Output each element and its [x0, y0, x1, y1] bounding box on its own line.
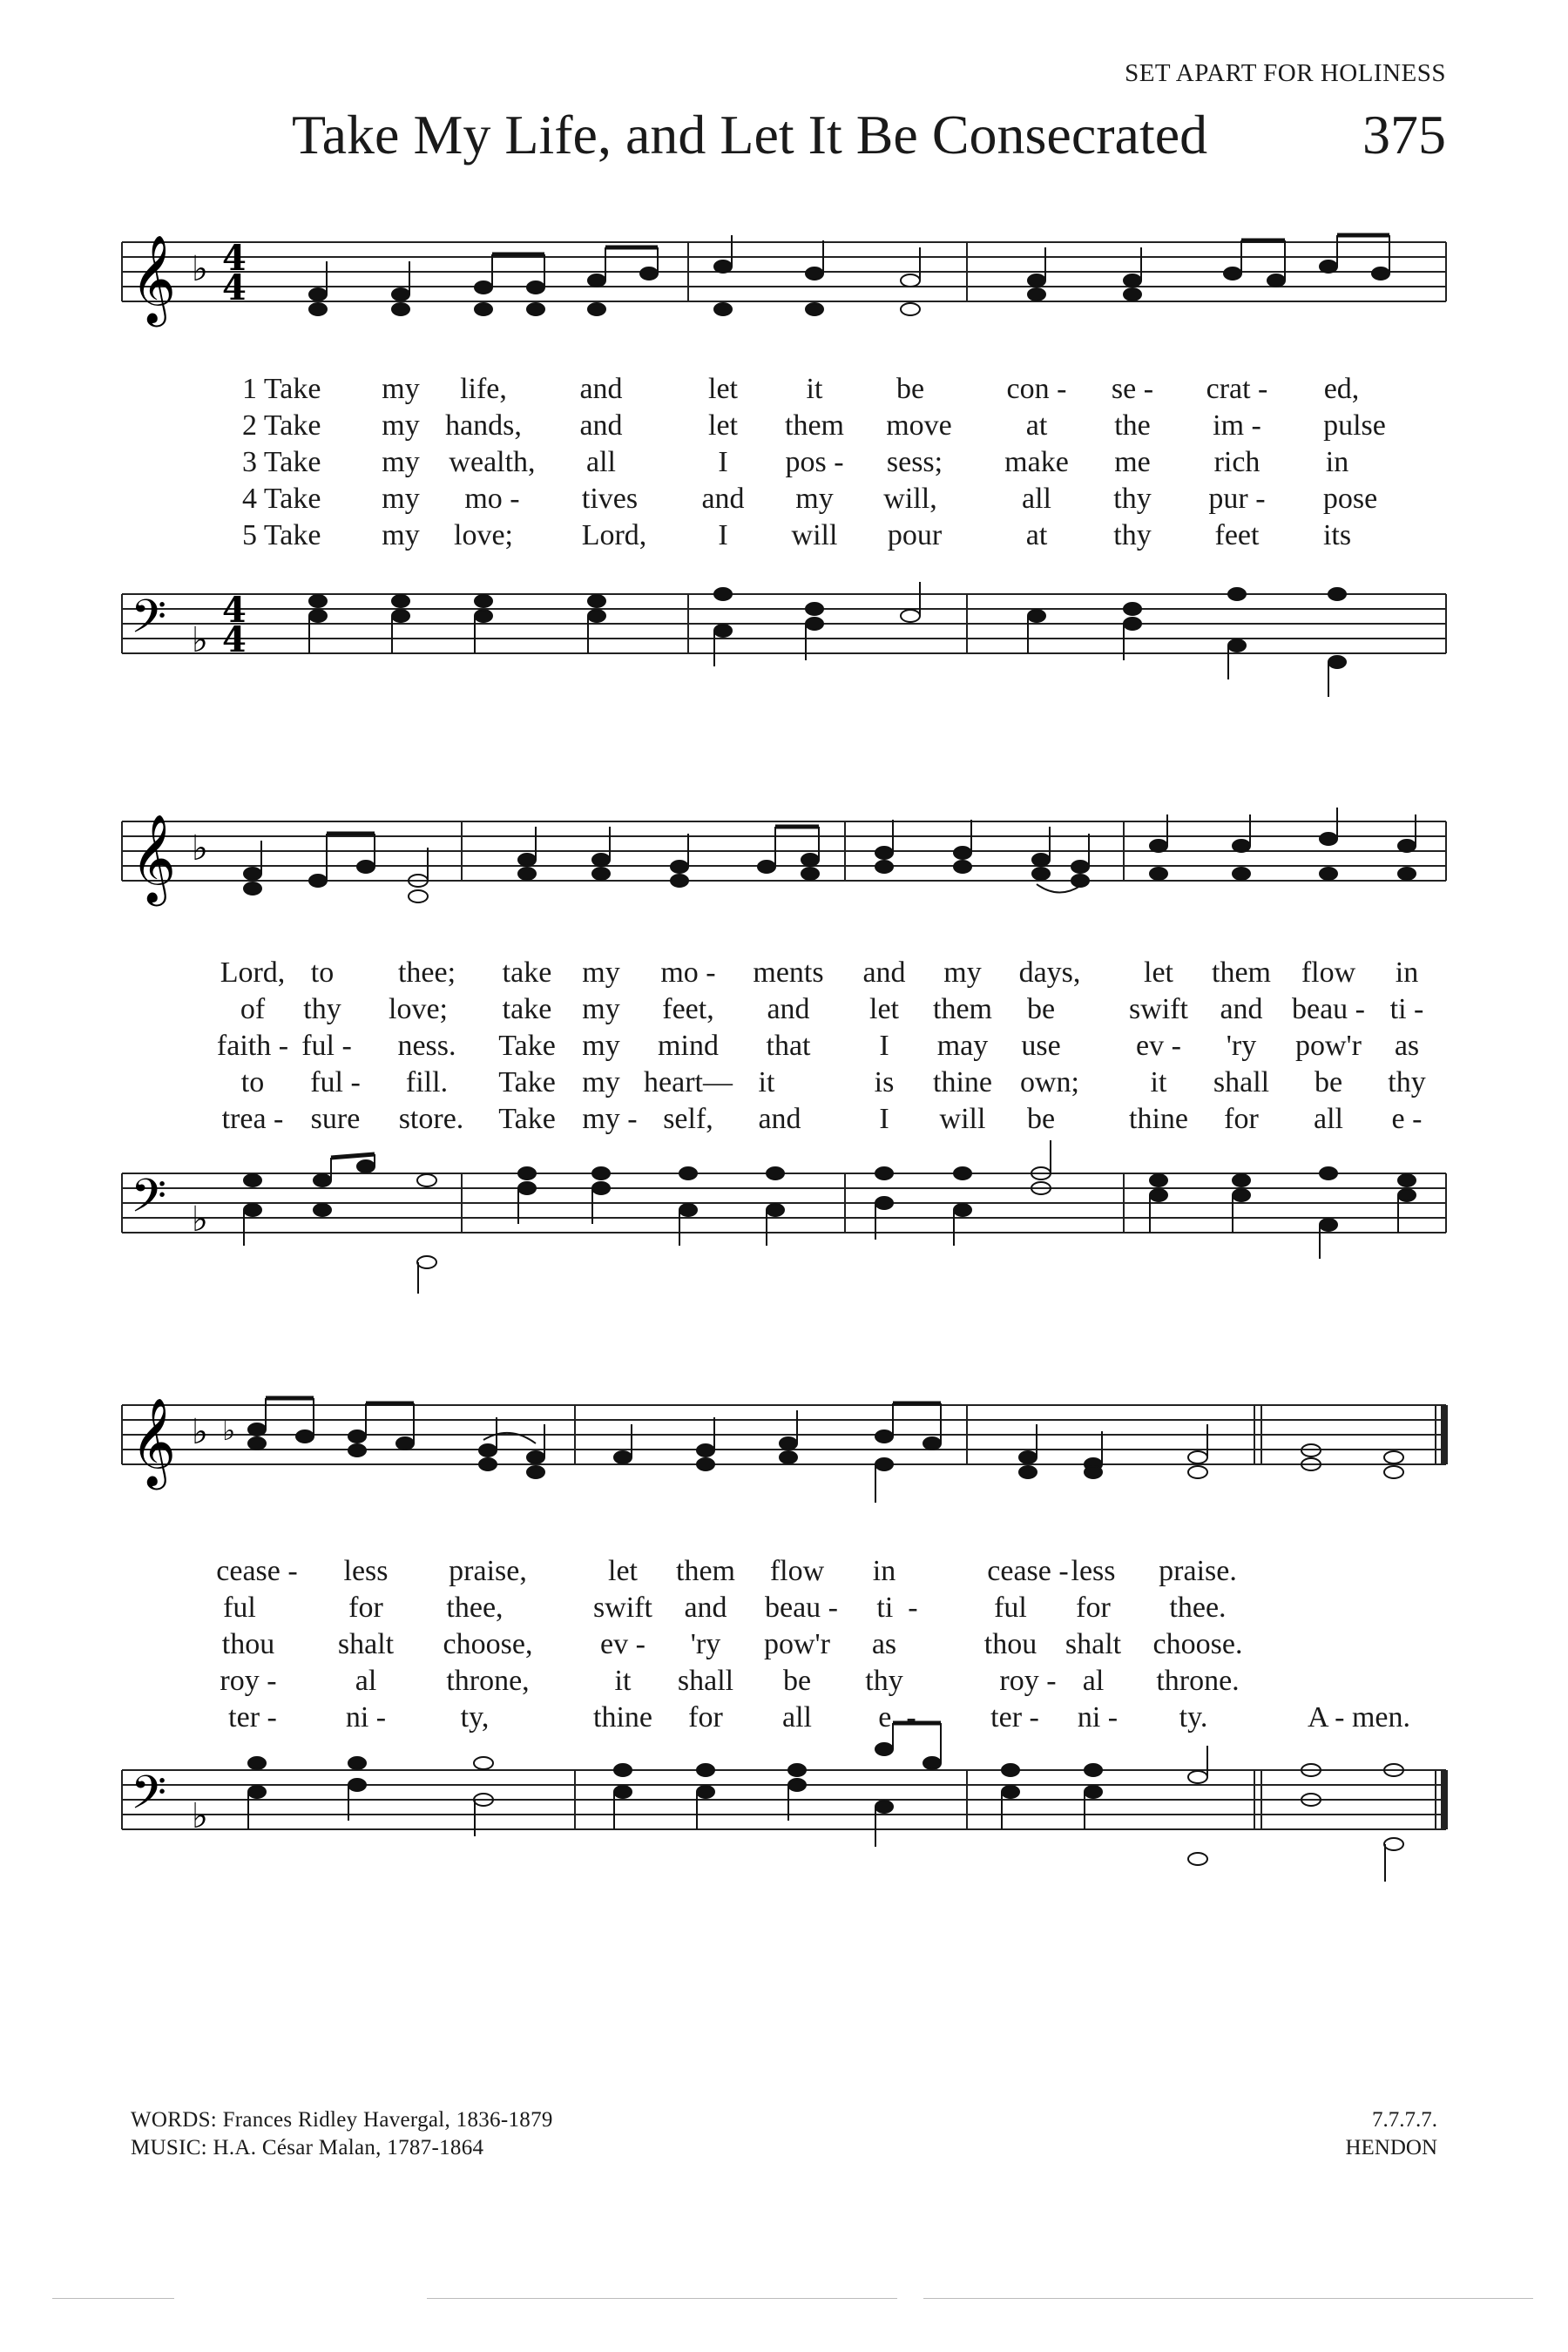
lyric-syllable: pow'r [763, 1628, 831, 1660]
lyric-line [0, 1030, 1568, 1066]
lyric-syllable: thee, [446, 1592, 504, 1624]
lyric-syllable: 2 Take [242, 409, 321, 442]
lyric-syllable: ful - [301, 1030, 352, 1062]
lyric-syllable: will [939, 1103, 986, 1135]
lyric-syllable: choose. [1152, 1628, 1243, 1660]
tune-info [1345, 2106, 1437, 2162]
lyric-syllable: them [676, 1555, 735, 1587]
treble-staff-system-2 [0, 814, 1568, 954]
treble-staff-system-3 [0, 1398, 1568, 1538]
lyric-syllable: 3 Take [242, 446, 321, 478]
bass-staff-system-2 [0, 1154, 1568, 1294]
lyric-syllable: thou [221, 1628, 275, 1660]
lyric-syllable: to [240, 1066, 265, 1098]
lyric-syllable: A - men. [1307, 1701, 1411, 1734]
lyric-syllable: Take [498, 1103, 556, 1135]
lyric-syllable: all [1022, 483, 1051, 515]
lyric-syllable: all [586, 446, 616, 478]
lyric-syllable: im - [1213, 409, 1261, 442]
lyric-syllable: ness. [397, 1030, 456, 1062]
lyric-syllable: praise, [449, 1555, 527, 1587]
lyric-syllable: in [1325, 446, 1349, 478]
lyric-syllable: tives [581, 483, 639, 515]
lyric-syllable: 'ry [690, 1628, 721, 1660]
lyric-syllable: pose [1322, 483, 1378, 515]
svg-text:♭: ♭ [222, 1414, 236, 1447]
svg-text:4: 4 [222, 238, 247, 279]
lyric-syllable: thy [865, 1665, 903, 1697]
lyric-syllable: mind [658, 1030, 719, 1062]
lyric-syllable: Lord, [220, 956, 286, 989]
lyric-syllable: faith - [216, 1030, 289, 1062]
lyric-syllable: will, [883, 483, 937, 515]
lyric-syllable: 1 Take [242, 373, 321, 405]
lyric-syllable: fill. [405, 1066, 449, 1098]
lyric-syllable: for [1076, 1592, 1111, 1624]
lyric-syllable: as [1394, 1030, 1420, 1062]
bass-staff-system-1 [0, 575, 1568, 714]
lyric-syllable: and [684, 1592, 727, 1624]
lyric-syllable: to [310, 956, 335, 989]
lyric-line [0, 956, 1568, 993]
lyric-syllable: my - [582, 1103, 638, 1135]
meter: 7.7.7.7. [1372, 2108, 1437, 2132]
lyric-syllable: and [1220, 993, 1263, 1025]
lyric-syllable: be [1026, 993, 1056, 1025]
words-credit: WORDS: Frances Ridley Havergal, 1836-1879 [131, 2108, 553, 2132]
lyric-syllable: let [869, 993, 899, 1025]
lyric-syllable: thy [1113, 483, 1152, 515]
lyric-syllable: pur - [1208, 483, 1266, 515]
lyric-syllable: it [806, 373, 823, 405]
lyric-syllable: as [871, 1628, 897, 1660]
lyric-syllable: my [943, 956, 982, 989]
lyric-syllable: at [1025, 409, 1048, 442]
lyric-syllable: shalt [1064, 1628, 1122, 1660]
lyric-syllable: ter - [228, 1701, 277, 1734]
lyric-syllable: ments [753, 956, 824, 989]
lyric-syllable: my [582, 956, 620, 989]
flat-key-signature-icon: ♭ [192, 249, 208, 289]
lyric-syllable: shalt [337, 1628, 395, 1660]
lyric-syllable: throne, [446, 1665, 530, 1697]
lyric-syllable: in [1395, 956, 1419, 989]
lyric-line [0, 409, 1568, 446]
lyric-line [0, 519, 1568, 556]
lyric-syllable: and [579, 409, 623, 442]
lyric-syllable: ti - [876, 1592, 918, 1624]
lyric-syllable: them [1212, 956, 1271, 989]
bass-staff-system-3 [0, 1751, 1568, 1899]
lyric-syllable: roy - [999, 1665, 1057, 1697]
lyric-syllable: I [718, 446, 728, 478]
bass-clef-icon: 𝄢 [131, 1170, 167, 1234]
footer-rule [52, 2298, 174, 2299]
lyric-syllable: se - [1111, 373, 1154, 405]
lyric-syllable: thine [593, 1701, 652, 1734]
lyric-syllable: ter - [990, 1701, 1039, 1734]
treble-clef-icon: 𝄞 [131, 233, 177, 323]
lyric-syllable: shall [1213, 1066, 1270, 1098]
lyric-syllable: them [785, 409, 844, 442]
lyric-syllable: swift [593, 1592, 652, 1624]
lyric-syllable: be [782, 1665, 812, 1697]
lyric-syllable: store. [398, 1103, 464, 1135]
lyric-line [0, 446, 1568, 483]
lyric-syllable: is [874, 1066, 895, 1098]
lyric-syllable: life, [460, 373, 507, 405]
lyric-syllable: for [348, 1592, 383, 1624]
lyric-syllable: ev - [600, 1628, 645, 1660]
lyric-syllable: take [502, 956, 552, 989]
hymn-title: Take My Life, and Let It Be Consecrated [292, 104, 1208, 166]
lyric-syllable: be [1026, 1103, 1056, 1135]
lyric-syllable: throne. [1156, 1665, 1240, 1697]
lyric-syllable: mo - [660, 956, 716, 989]
lyric-syllable: use [1021, 1030, 1061, 1062]
footer-rule [923, 2298, 1533, 2299]
svg-text:4: 4 [222, 590, 247, 631]
lyric-syllable: wealth, [449, 446, 536, 478]
lyric-line [0, 1103, 1568, 1139]
lyric-syllable: ed, [1323, 373, 1360, 405]
lyric-syllable: love; [454, 519, 513, 551]
lyric-line [0, 993, 1568, 1030]
flat-key-signature-icon: ♭ [192, 1796, 208, 1836]
lyric-syllable: cease - [987, 1555, 1069, 1587]
lyric-syllable: my [795, 483, 834, 515]
lyric-syllable: hands, [445, 409, 522, 442]
lyric-syllable: move [886, 409, 952, 442]
lyric-syllable: for [1224, 1103, 1259, 1135]
tune-name: HENDON [1345, 2136, 1437, 2159]
lyric-syllable: ful [994, 1592, 1027, 1624]
lyric-syllable: let [708, 373, 738, 405]
lyric-syllable: the [1114, 409, 1151, 442]
lyric-syllable: thy [1388, 1066, 1426, 1098]
lyric-syllable: my [582, 1030, 620, 1062]
lyric-syllable: thine [1129, 1103, 1188, 1135]
lyric-syllable: 4 Take [242, 483, 321, 515]
lyric-syllable: my [382, 409, 420, 442]
lyric-syllable: less [343, 1555, 389, 1587]
lyric-syllable: crat - [1206, 373, 1268, 405]
lyric-syllable: thee. [1169, 1592, 1227, 1624]
lyric-syllable: my [382, 519, 420, 551]
lyric-syllable: ty. [1179, 1701, 1208, 1734]
bass-clef-icon: 𝄢 [131, 1767, 167, 1831]
lyric-syllable: self, [663, 1103, 713, 1135]
lyric-line [0, 483, 1568, 519]
lyric-syllable: feet, [662, 993, 714, 1025]
lyric-syllable: ty, [460, 1701, 490, 1734]
bass-clef-icon: 𝄢 [131, 591, 167, 655]
lyric-line [0, 1701, 1568, 1738]
lyric-syllable: at [1025, 519, 1048, 551]
lyric-syllable: let [708, 409, 738, 442]
lyric-syllable: feet [1214, 519, 1260, 551]
lyric-syllable: e - [1391, 1103, 1423, 1135]
lyric-syllable: pour [887, 519, 943, 551]
lyric-syllable: days, [1018, 956, 1081, 989]
lyric-syllable: all [1314, 1103, 1343, 1135]
lyric-syllable: be [896, 373, 925, 405]
lyric-syllable: thine [933, 1066, 992, 1098]
lyric-syllable: choose, [443, 1628, 533, 1660]
flat-key-signature-icon: ♭ [192, 1412, 208, 1452]
lyric-syllable: sess; [886, 446, 943, 478]
lyric-line [0, 1665, 1568, 1701]
lyric-syllable: make [1004, 446, 1069, 478]
svg-text:4: 4 [222, 267, 247, 308]
section-heading: SET APART FOR HOLINESS [1125, 59, 1446, 87]
lyric-syllable: pulse [1323, 409, 1386, 442]
lyric-syllable: pow'r [1294, 1030, 1362, 1062]
lyric-syllable: pos - [785, 446, 844, 478]
lyric-syllable: ful - [310, 1066, 361, 1098]
lyric-syllable: me [1114, 446, 1151, 478]
lyric-syllable: my [582, 1066, 620, 1098]
lyric-syllable: con - [1006, 373, 1067, 405]
lyric-syllable: al [355, 1665, 377, 1697]
lyric-syllable: ti - [1389, 993, 1424, 1025]
lyric-syllable: heart— [644, 1066, 733, 1098]
lyric-syllable: 'ry [1226, 1030, 1257, 1062]
lyric-syllable: my [382, 483, 420, 515]
lyric-syllable: take [502, 993, 552, 1025]
lyric-line [0, 373, 1568, 409]
lyric-syllable: beau - [1291, 993, 1366, 1025]
lyric-syllable: my [382, 446, 420, 478]
lyric-syllable: love; [389, 993, 448, 1025]
lyric-syllable: in [872, 1555, 896, 1587]
lyric-syllable: praise. [1159, 1555, 1237, 1587]
svg-text:4: 4 [222, 619, 247, 660]
treble-clef-icon: 𝄞 [131, 813, 177, 902]
lyric-syllable: for [688, 1701, 723, 1734]
lyric-syllable: ni - [345, 1701, 387, 1734]
lyric-syllable: shall [677, 1665, 734, 1697]
lyric-syllable: flow [1301, 956, 1356, 989]
lyric-syllable: Take [498, 1066, 556, 1098]
lyric-syllable: beau - [764, 1592, 839, 1624]
flat-key-signature-icon: ♭ [192, 620, 208, 660]
lyric-syllable: al [1082, 1665, 1105, 1697]
flat-key-signature-icon: ♭ [192, 1200, 208, 1240]
lyric-syllable: own; [1020, 1066, 1079, 1098]
lyric-syllable: roy - [220, 1665, 277, 1697]
lyric-syllable: them [933, 993, 992, 1025]
lyric-syllable: ev - [1136, 1030, 1181, 1062]
lyric-syllable: I [718, 519, 728, 551]
lyric-syllable: let [1144, 956, 1173, 989]
lyric-syllable: Take [498, 1030, 556, 1062]
lyric-syllable: thee; [397, 956, 456, 989]
lyric-syllable: and [579, 373, 623, 405]
lyric-syllable: Lord, [581, 519, 647, 551]
lyric-syllable: let [608, 1555, 638, 1587]
lyric-syllable: and [758, 1103, 801, 1135]
lyric-line [0, 1066, 1568, 1103]
lyric-syllable: ni - [1077, 1701, 1119, 1734]
lyric-syllable: of [240, 993, 266, 1025]
lyric-syllable: 5 Take [242, 519, 321, 551]
lyric-syllable: my [582, 993, 620, 1025]
lyric-line [0, 1555, 1568, 1592]
lyric-syllable: its [1322, 519, 1352, 551]
lyric-syllable: mo - [464, 483, 520, 515]
lyric-syllable: I [879, 1103, 889, 1135]
lyric-syllable: thou [983, 1628, 1037, 1660]
lyric-syllable: it [758, 1066, 775, 1098]
lyric-syllable: may [936, 1030, 989, 1062]
lyric-syllable: sure [310, 1103, 361, 1135]
lyric-syllable: will [791, 519, 838, 551]
lyric-line [0, 1628, 1568, 1665]
flat-key-signature-icon: ♭ [192, 828, 208, 868]
lyric-line [0, 1592, 1568, 1628]
music-credit: MUSIC: H.A. César Malan, 1787-1864 [131, 2136, 484, 2159]
lyric-syllable: it [614, 1665, 632, 1697]
lyric-syllable: flow [769, 1555, 825, 1587]
lyric-syllable: that [766, 1030, 811, 1062]
lyric-syllable: swift [1129, 993, 1188, 1025]
treble-staff-system-1 [0, 235, 1568, 375]
lyric-syllable: cease - [216, 1555, 298, 1587]
lyric-syllable: thy [303, 993, 341, 1025]
lyric-syllable: it [1150, 1066, 1167, 1098]
lyric-syllable: rich [1213, 446, 1260, 478]
lyric-syllable: and [862, 956, 906, 989]
lyric-syllable: e - [878, 1701, 916, 1734]
lyric-syllable: and [767, 993, 810, 1025]
lyric-syllable: ful [223, 1592, 256, 1624]
lyric-syllable: be [1314, 1066, 1343, 1098]
hymn-number: 375 [1362, 104, 1446, 166]
lyric-syllable: less [1071, 1555, 1116, 1587]
treble-clef-icon: 𝄞 [131, 1396, 177, 1486]
footer-rule [427, 2298, 897, 2299]
lyric-syllable: my [382, 373, 420, 405]
credits [131, 2106, 553, 2162]
lyric-syllable: thy [1113, 519, 1152, 551]
lyric-syllable: trea - [221, 1103, 284, 1135]
lyric-syllable: all [782, 1701, 812, 1734]
lyric-syllable: I [879, 1030, 889, 1062]
lyric-syllable: and [701, 483, 745, 515]
